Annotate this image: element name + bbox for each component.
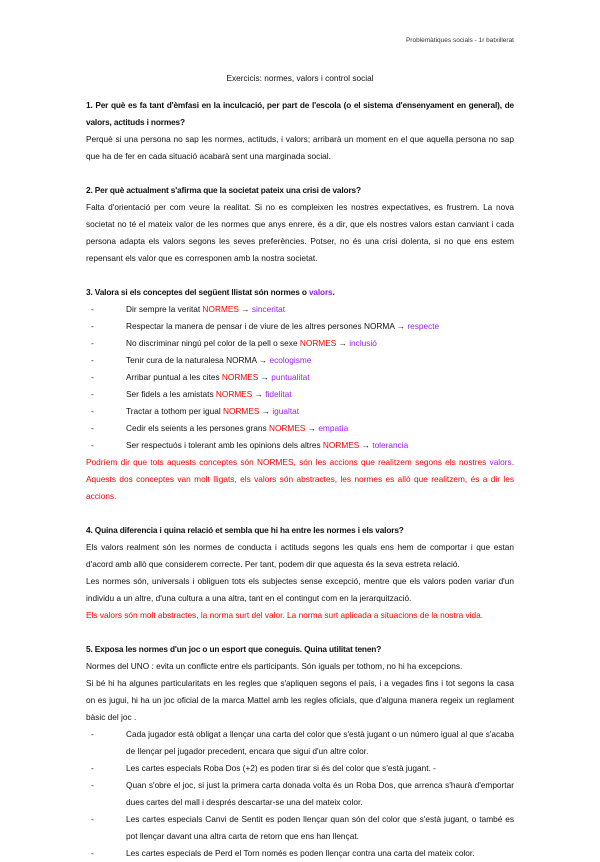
item-value: ecologisme [269,355,312,365]
list-item: - Quan s'obre el joc, si just la primera carta donada volta és un Roba Dos, que arrenca s'haurà d'emportar dues cartes del mall i després descartar-se una del mateix color. [86,777,514,811]
list-item [86,335,514,352]
item-text: Ser respectuós i tolerant amb les opinions dels altres [126,440,323,450]
arrow-icon: → [394,321,408,331]
item-text: Cedir els seients a les persones grans [126,423,269,433]
answer-4c: Els valors són molt abstractes, la norma surt del valor. La norma surt aplicada a situacions de la nostra vida. [86,610,484,620]
item-tag: NORMES [322,440,360,450]
item-value: empatía [318,423,349,433]
conclusion-text-end: . Aquests dos conceptes van molt lligats, els valors són abstractes, les normes es allò que realitzem, és a dir les accions. [86,457,514,501]
list-item [86,403,514,420]
arrow-icon: → [305,423,319,433]
conclusion-valors: valors [489,457,512,467]
list-item [86,369,514,386]
answer-4b: Les normes són, universals i obliguen tots els subjectes sense excepció, mentre que els valors poden variar d'un individu a un altre, d'una cultura a una altra, tant en el contingut com en la jerarquització. [86,576,514,603]
item-text: Respectar la manera de pensar i de viure de les altres persones [126,321,364,331]
item-value: sinceritat [251,304,286,314]
arrow-icon: → [336,338,350,348]
item-value: tolerancia [372,440,409,450]
conclusion-3 [86,454,514,505]
list-item [86,352,514,369]
item-value: respecte [407,321,440,331]
list-item [86,318,514,335]
document-title: Exercicis: normes, valors i control social [226,73,374,83]
question-5: 5. Exposa les normes d'un joc o un esport que coneguis. Quina utilitat tenen? [86,644,382,654]
concepts-list [86,301,514,454]
item-text: No discriminar ningú pel color de la pell o sexe [126,338,300,348]
arrow-icon: → [238,304,252,314]
item-tag: NORMES [221,372,259,382]
page-header: Problemàtiques socials - 1r batxillerat [405,37,514,44]
arrow-icon: → [252,389,266,399]
item-tag: NORMA [226,355,257,365]
arrow-icon: → [258,372,272,382]
item-text: Arribar puntual a les cites [126,372,222,382]
item-tag: NORMES [202,304,239,314]
question-4: 4. Quina diferencia i quina relació et sembla que hi ha entre les normes i els valors? [86,525,404,535]
item-tag: NORMES [215,389,253,399]
uno-rules-list [86,726,514,862]
question-3 [86,284,514,301]
item-value: inclusió [349,338,377,348]
document-body [86,70,514,862]
item-value: fidelitat [265,389,292,399]
list-item [86,437,514,454]
list-item [86,386,514,403]
arrow-icon: → [259,406,273,416]
item-text: Tractar a tothom per igual [126,406,223,416]
arrow-icon: → [359,440,373,450]
item-tag: NORMA [363,321,395,331]
list-item: - Cada jugador està obligat a llençar una carta del color que s'està jugant o un número igual al que s'acaba de llençar pel jugador precedent, encara que sigui d'un altre color. [86,726,514,760]
question-2: 2. Per què actualment s'afirma que la societat pateix una crisi de valors? [86,185,361,195]
item-tag: NORMES [268,423,306,433]
list-item [86,301,514,318]
answer-4a: Els valors realment són les normes de conducta i actituds segons les quals ens hem de comportar i que estan d'acord amb allò que considerem correcte. Per tant, podem dir que aquesta és la seva estreta relació. [86,542,514,569]
question-3-valors: valors [308,287,333,297]
item-text: Ser fidels a les amistats [126,389,216,399]
item-tag: NORMES [299,338,337,348]
item-value: igualtat [272,406,300,416]
item-text: Dir sempre la veritat [126,304,203,314]
item-tag: NORMES [223,406,260,416]
list-item: - Les cartes especials de Perd el Torn només es poden llençar contra una carta del mateix color. [86,845,514,862]
answer-5a: Normes del UNO : evita un conflicte entre els participants. Són iguals per tothom, no hi ha excepcions. [86,661,463,671]
list-item: - Les cartes especials Canvi de Sentit es poden llençar quan són del color que s'està jugant, o també es pot llençar davant una altra carta de retorn que ens han llençat. [86,811,514,845]
item-value: puntualitat [271,372,310,382]
answer-5b: Si bé hi ha algunes particularitats en les regles que s'apliquen segons el país, i a vegades fins i tot segons la casa on es jugui, hi ha un joc oficial de la marca Mattel amb les regles oficials, que d'alguna manera regeix un reglament bàsic del joc . [86,678,514,722]
list-item: - Les cartes especials Roba Dos (+2) es poden tirar si és del color que s'està jugant. - [86,760,514,777]
list-item [86,420,514,437]
question-3-end: . [332,287,335,297]
conclusion-text: Podríem dir que tots aquests conceptes són NORMES, són les accions que realitzem segons els nostres [86,457,490,467]
question-1: 1. Per què es fa tant d'èmfasi en la inculcació, per part de l'escola (o el sistema d'ensenyament en general), de valors, actituds i normes? [86,100,514,127]
arrow-icon: → [256,355,270,365]
answer-1: Perquè si una persona no sap les normes, actituds, i valors; arribarà un moment en el que aquella persona no sap que ha de fer en cada situació acabarà sent una marginada social. [86,134,514,161]
question-3-text: 3. Valora si els conceptes del següent llistat són normes o [86,287,309,297]
item-text: Tenir cura de la naturalesa [126,355,227,365]
answer-2: Falta d'orientació per com veure la realitat. Si no es compleixen les nostres expectatives, es frustrem. La nova societat no té el mateix valor de les normes que anys enrere, és a dir, que els nostres valors estan canviant i cada persona adapta els valors segons les seves preferències. Potser, no és una crisi dolenta, si no que ens estem repensant els valor que es corresponen amb la nostra societat. [86,202,514,263]
